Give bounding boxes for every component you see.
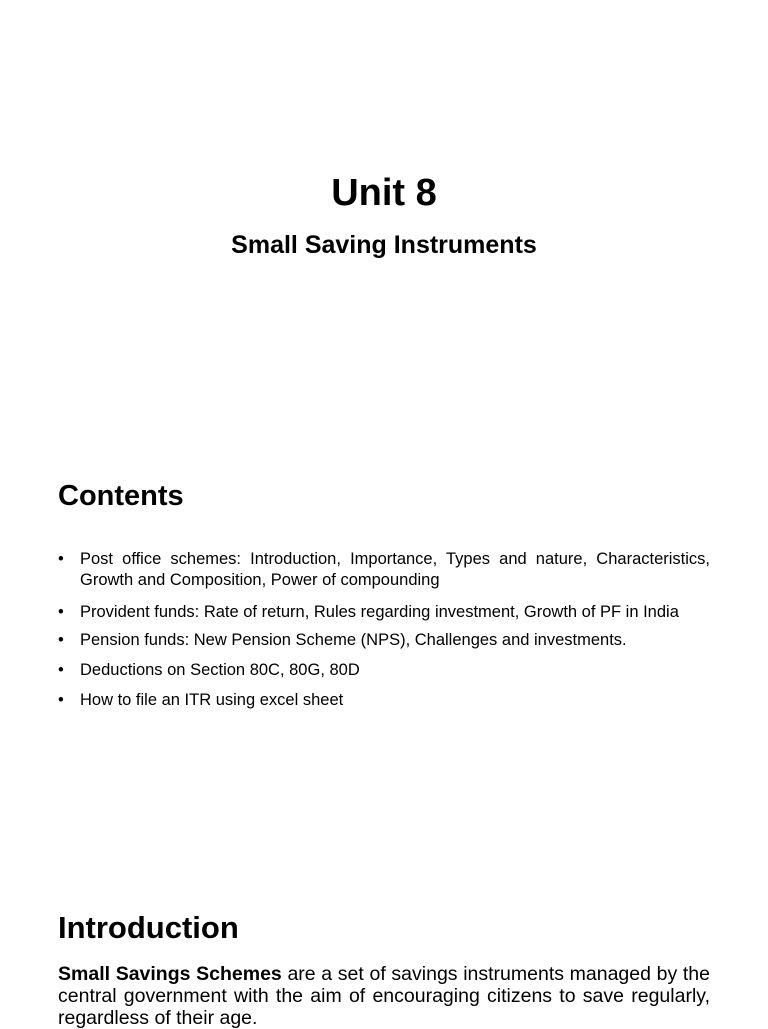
bullet-icon: • (58, 631, 64, 649)
contents-heading: Contents (58, 480, 184, 512)
introduction-paragraph (58, 963, 710, 1029)
contents-list (58, 549, 710, 720)
intro-bold-lead: Small Savings Schemes (58, 963, 282, 985)
list-item (58, 600, 710, 624)
list-item (58, 630, 710, 651)
list-item-text: Deductions on Section 80C, 80G, 80D (80, 661, 360, 679)
bullet-icon: • (58, 603, 64, 621)
bullet-icon: • (58, 661, 64, 679)
bullet-icon: • (58, 691, 64, 709)
list-item (58, 690, 710, 711)
unit-title: Unit 8 (331, 172, 437, 214)
introduction-heading: Introduction (58, 910, 239, 945)
list-item-text: Provident funds: Rate of return, Rules regarding investment, Growth of PF in India (80, 603, 679, 621)
list-item-text: Pension funds: New Pension Scheme (NPS), Challenges and investments. (80, 631, 627, 649)
list-item-text: Post office schemes: Introduction, Importance, Types and nature, Characteristics, Growth and Composition, Power of compounding (80, 550, 710, 589)
intro-text: are a set of savings instruments managed by the central government with the aim of encouraging citizens to save regularly, regardless of their age. (58, 963, 711, 1029)
list-item (58, 549, 710, 591)
list-item (58, 660, 710, 681)
bullet-icon: • (58, 550, 64, 568)
list-item-text: How to file an ITR using excel sheet (80, 691, 344, 709)
unit-subtitle: Small Saving Instruments (231, 231, 537, 259)
